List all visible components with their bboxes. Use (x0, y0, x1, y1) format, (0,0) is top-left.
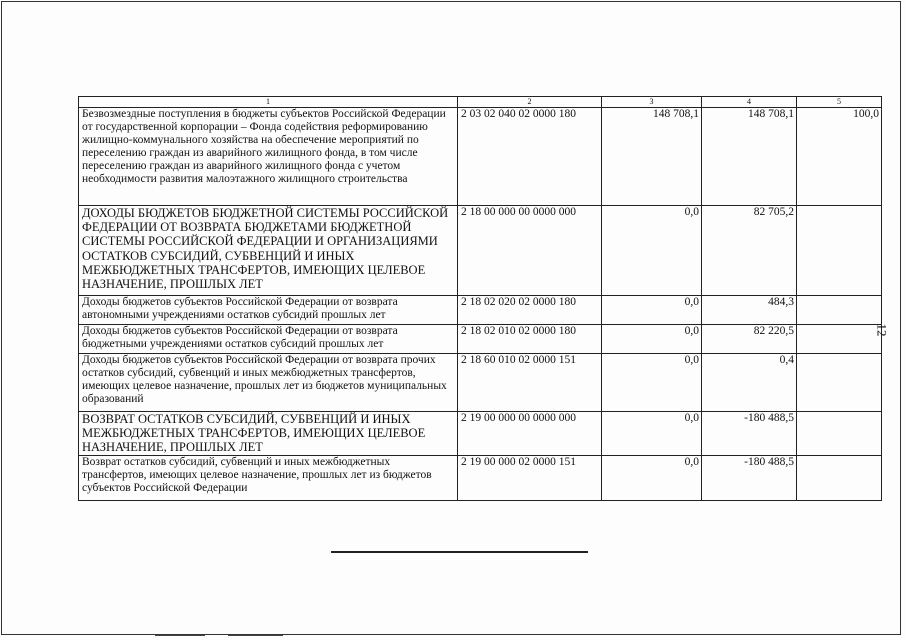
column-number: 1 (79, 97, 458, 108)
table-row (79, 456, 882, 501)
row-percent (797, 354, 882, 412)
row-code: 2 03 02 040 02 0000 180 (458, 108, 602, 206)
row-fact: 484,3 (702, 296, 797, 325)
row-percent (797, 296, 882, 325)
row-code: 2 18 02 020 02 0000 180 (458, 296, 602, 325)
row-code: 2 18 02 010 02 0000 180 (458, 325, 602, 354)
column-number: 4 (702, 97, 797, 108)
table-row (79, 296, 882, 325)
row-fact: 148 708,1 (702, 108, 797, 206)
row-code: 2 18 60 010 02 0000 151 (458, 354, 602, 412)
row-percent (797, 456, 882, 501)
row-name: Доходы бюджетов субъектов Российской Федерации от возврата автономными учреждениями остатков субсидий прошлых лет (79, 296, 458, 325)
row-name: Доходы бюджетов субъектов Российской Федерации от возврата бюджетными учреждениями остатков субсидий прошлых лет (79, 325, 458, 354)
row-plan: 0,0 (602, 296, 702, 325)
row-name: Возврат остатков субсидий, субвенций и иных межбюджетных трансфертов, имеющих целевое назначение, прошлых лет из бюджетов субъектов Российской Федерации (79, 456, 458, 501)
column-number-row (79, 97, 882, 108)
row-code: 2 19 00 000 02 0000 151 (458, 456, 602, 501)
table-row (79, 325, 882, 354)
column-number: 3 (602, 97, 702, 108)
row-plan: 148 708,1 (602, 108, 702, 206)
row-fact: -180 488,5 (702, 412, 797, 456)
budget-table (78, 96, 882, 501)
scan-edge-mark (228, 635, 283, 636)
row-name: Доходы бюджетов субъектов Российской Федерации от возврата прочих остатков субсидий, субвенций и иных межбюджетных трансфертов, имеющих целевое назначение, прошлых лет из бюджетов муниципальных образований (79, 354, 458, 412)
row-fact: 0,4 (702, 354, 797, 412)
row-name: Безвозмездные поступления в бюджеты субъектов Российской Федерации от государственной корпорации – Фонда содействия реформированию жилищно-коммунального хозяйства на обеспечение мероприятий по переселению граждан из аварийного жилищного фонда, в том числе переселению граждан из аварийного жилищного фонда с учетом необходимости развития малоэтажного жилищного строительства (79, 108, 458, 206)
row-percent: 100,0 (797, 108, 882, 206)
row-percent (797, 206, 882, 296)
row-plan: 0,0 (602, 206, 702, 296)
row-name: ВОЗВРАТ ОСТАТКОВ СУБСИДИЙ, СУБВЕНЦИЙ И ИНЫХ МЕЖБЮДЖЕТНЫХ ТРАНСФЕРТОВ, ИМЕЮЩИХ ЦЕЛЕВОЕ НАЗНАЧЕНИЕ, ПРОШЛЫХ ЛЕТ (79, 412, 458, 456)
scan-edge-mark (155, 635, 205, 636)
row-fact: -180 488,5 (702, 456, 797, 501)
separator-line (331, 551, 588, 553)
table-row (79, 206, 882, 296)
table-row (79, 108, 882, 206)
row-name: ДОХОДЫ БЮДЖЕТОВ БЮДЖЕТНОЙ СИСТЕМЫ РОССИЙСКОЙ ФЕДЕРАЦИИ ОТ ВОЗВРАТА БЮДЖЕТАМИ БЮДЖЕТНОЙ СИСТЕМЫ РОССИЙСКОЙ ФЕДЕРАЦИИ И ОРГАНИЗАЦИЯМИ ОСТАТКОВ СУБСИДИЙ, СУБВЕНЦИЙ И ИНЫХ МЕЖБЮДЖЕТНЫХ ТРАНСФЕРТОВ, ИМЕЮЩИХ ЦЕЛЕВОЕ НАЗНАЧЕНИЕ, ПРОШЛЫХ ЛЕТ (79, 206, 458, 296)
row-fact: 82 220,5 (702, 325, 797, 354)
row-plan: 0,0 (602, 412, 702, 456)
row-plan: 0,0 (602, 354, 702, 412)
column-number: 5 (797, 97, 882, 108)
row-plan: 0,0 (602, 456, 702, 501)
row-fact: 82 705,2 (702, 206, 797, 296)
row-percent (797, 412, 882, 456)
row-code: 2 19 00 000 00 0000 000 (458, 412, 602, 456)
table-row (79, 412, 882, 456)
row-code: 2 18 00 000 00 0000 000 (458, 206, 602, 296)
row-percent (797, 325, 882, 354)
row-plan: 0,0 (602, 325, 702, 354)
table-row (79, 354, 882, 412)
column-number: 2 (458, 97, 602, 108)
page-number: 12 (874, 323, 890, 337)
